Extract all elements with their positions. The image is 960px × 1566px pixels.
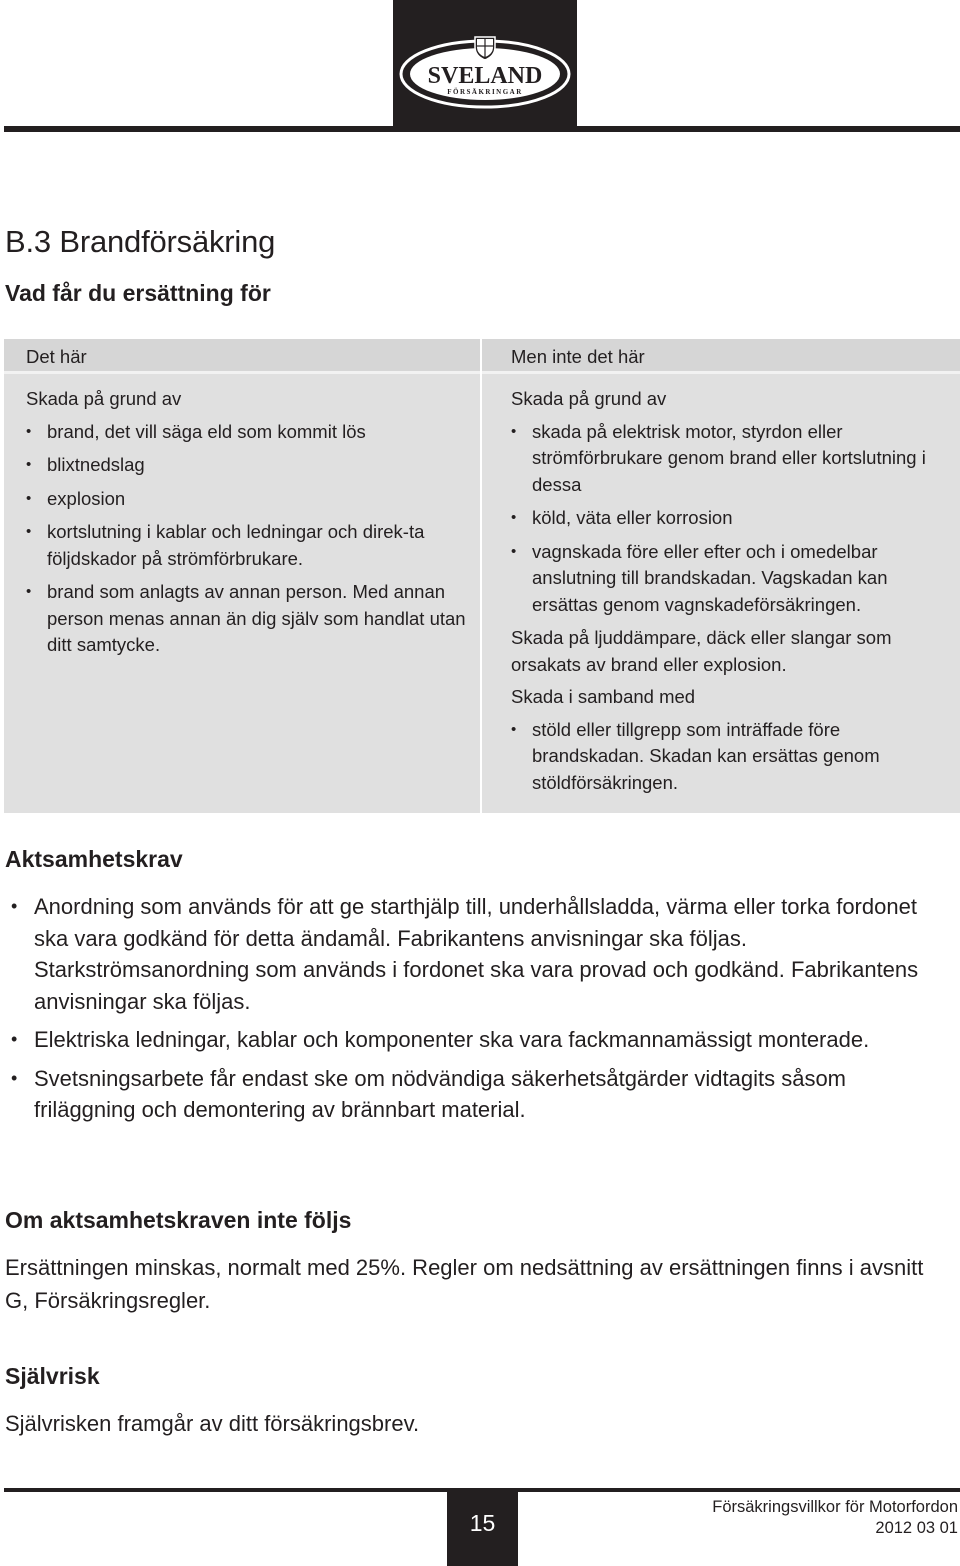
list-item: • explosion bbox=[26, 486, 471, 513]
requirements-list bbox=[5, 891, 935, 1133]
page-title: B.3 Brandförsäkring bbox=[5, 224, 276, 259]
deductible-heading: Självrisk bbox=[5, 1363, 100, 1389]
excluded-column-header bbox=[482, 339, 960, 374]
covered-intro: Skada på grund av bbox=[26, 388, 182, 409]
covered-column bbox=[4, 339, 480, 813]
list-item: • brand som anlagts av annan person. Med annan person menas annan än dig själv som handlat utan ditt samtycke. bbox=[26, 579, 471, 659]
excluded-text-1: Skada på ljuddämpare, däck eller slangar som orsakats av brand eller explosion. bbox=[511, 627, 892, 675]
covered-column-body bbox=[26, 386, 471, 666]
excluded-column-body bbox=[511, 386, 951, 803]
list-item: • stöld eller tillgrepp som inträffade före brandskadan. Skadan kan ersättas genom stöldförsäkringen. bbox=[511, 717, 951, 797]
requirements-heading: Aktsamhetskrav bbox=[5, 846, 183, 872]
covered-header-label: Det här bbox=[26, 346, 87, 367]
deductible-text: Självrisken framgår av ditt försäkringsbrev. bbox=[5, 1411, 420, 1436]
list-item: • vagnskada före eller efter och i omedelbar anslutning till brandskadan. Vagskadan kan ersättas genom vagnskadeförsäkringen. bbox=[511, 539, 951, 619]
footer-document-title: Försäkringsvillkor för Motorfordon bbox=[712, 1498, 958, 1516]
list-item: • Elektriska ledningar, kablar och komponenter ska vara fackmannamässigt monterade. bbox=[5, 1024, 935, 1056]
non-compliance-text: Ersättningen minskas, normalt med 25%. Regler om nedsättning av ersättningen finns i avsnitt G, Försäkringsregler. bbox=[5, 1255, 924, 1313]
coverage-heading: Vad får du ersättning för bbox=[5, 280, 271, 306]
logo-wordmark: SVELAND bbox=[427, 63, 543, 89]
sveland-logo-graphic bbox=[393, 0, 577, 130]
excluded-header-label: Men inte det här bbox=[511, 346, 645, 367]
covered-list bbox=[26, 419, 471, 659]
excluded-list-2 bbox=[511, 717, 951, 797]
footer-date: 2012 03 01 bbox=[875, 1519, 958, 1537]
logo-subtext: FÖRSÄKRINGAR bbox=[447, 88, 523, 96]
covered-column-header bbox=[4, 339, 480, 374]
list-item: • skada på elektrisk motor, styrdon eller strömförbrukare genom brand eller kortslutning i dessa bbox=[511, 419, 951, 499]
excluded-list bbox=[511, 419, 951, 619]
sveland-logo bbox=[393, 0, 577, 130]
list-item: • Svetsningsarbete får endast ske om nödvändiga säkerhetsåtgärder vidtagits såsom friläggning och demontering av brännbart material. bbox=[5, 1063, 935, 1126]
excluded-intro: Skada på grund av bbox=[511, 388, 667, 409]
list-item: • Anordning som används för att ge starthjälp till, underhållsladda, värma eller torka fordonet ska vara godkänd för detta ändamål. Fabrikantens anvisningar ska följas. Starkströmsanordning som används i fordonet ska vara provad och godkänd. Fabrikantens anvisningar ska följas. bbox=[5, 891, 935, 1017]
list-item: • blixtnedslag bbox=[26, 452, 471, 479]
excluded-text-2: Skada i samband med bbox=[511, 686, 696, 707]
excluded-column bbox=[482, 339, 960, 813]
page-number: 15 bbox=[469, 1510, 496, 1536]
list-item: • brand, det vill säga eld som kommit lös bbox=[26, 419, 471, 446]
non-compliance-heading: Om aktsamhetskraven inte följs bbox=[5, 1207, 352, 1233]
list-item: • kortslutning i kablar och ledningar och direk-ta följdskador på strömförbrukare. bbox=[26, 519, 471, 572]
list-item: • köld, väta eller korrosion bbox=[511, 505, 951, 532]
